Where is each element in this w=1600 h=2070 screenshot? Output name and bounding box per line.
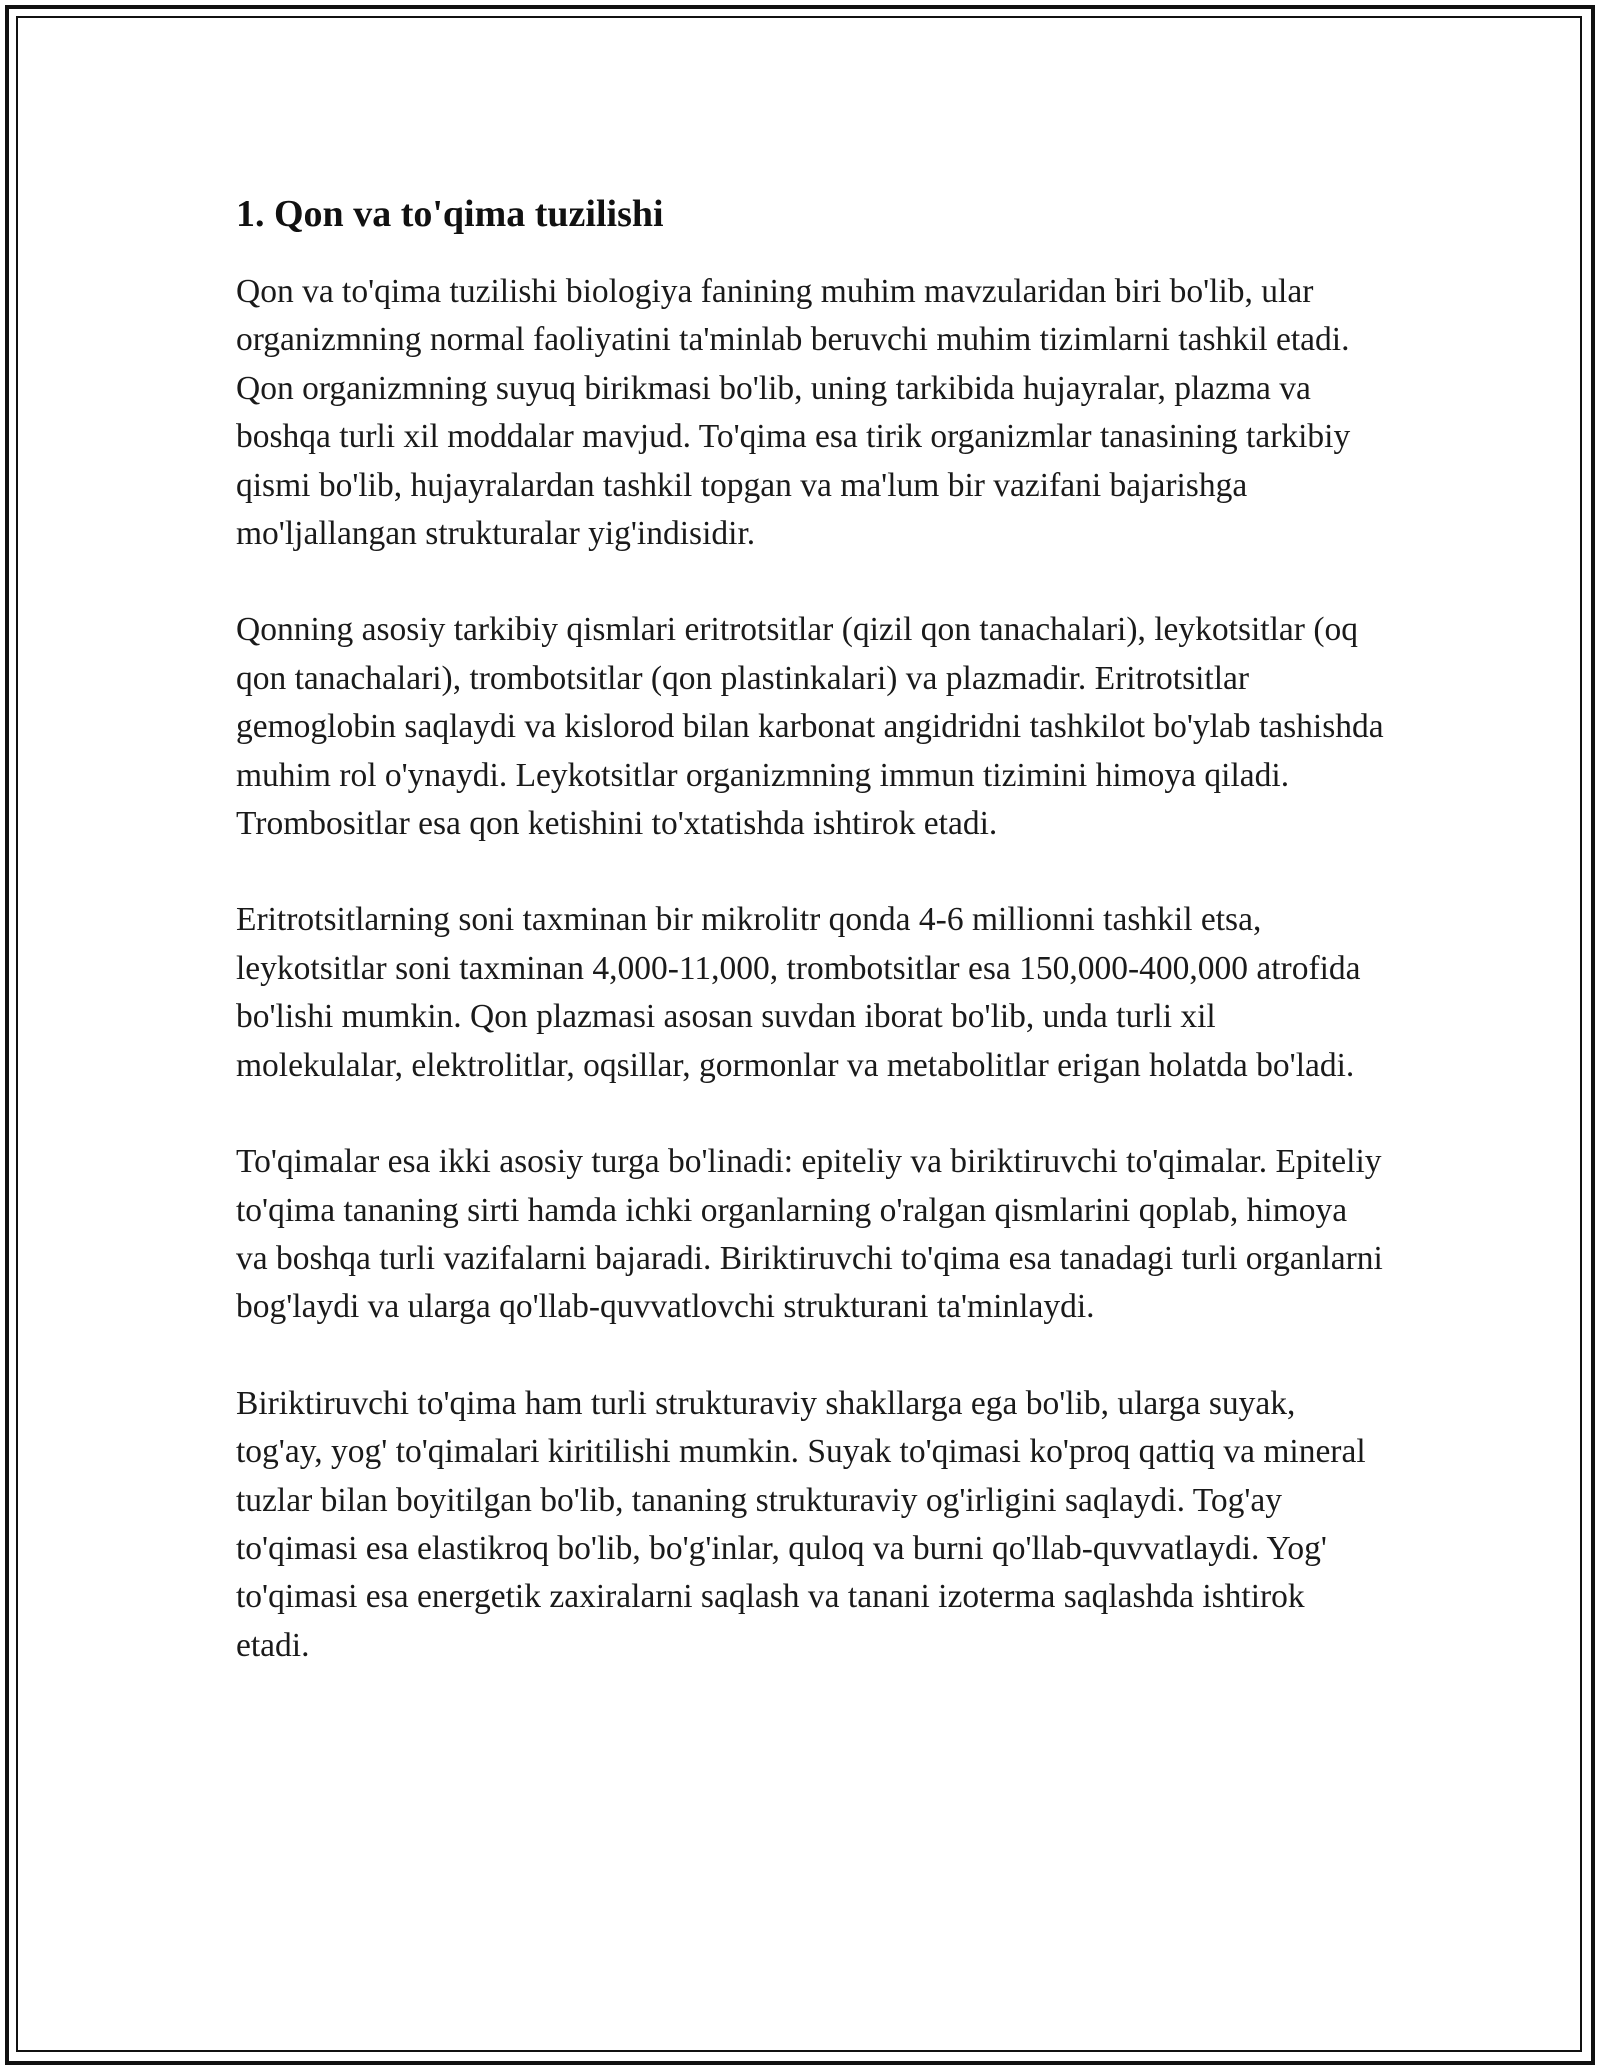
paragraph-tissue-types: To'qimalar esa ikki asosiy turga bo'linadi: epiteliy va biriktiruvchi to'qimalar. Epiteliy to'qima tananing sirti hamda ichki organlarning o'ralgan qismlarini qoplab, himoya va boshqa turli vazifalarni bajaradi. Biriktiruvchi to'qima esa tanadagi turli organlarni bog'laydi va ularga qo'llab-quvvatlovchi strukturani ta'minlaydi.: [236, 1143, 1383, 1326]
document-content: [236, 188, 1386, 1718]
paragraph-blood-cell-counts: Eritrotsitlarning soni taxminan bir mikrolitr qonda 4-6 millionni tashkil etsa, leykotsitlar soni taxminan 4,000-11,000, trombotsitlar esa 150,000-400,000 atrofida bo'lishi mumkin. Qon plazmasi asosan suvdan iborat bo'lib, unda turli xil molekulalar, elektrolitlar, oqsillar, gormonlar va metabolitlar erigan holatda bo'ladi.: [236, 901, 1361, 1084]
paragraph-connective-tissue: Biriktiruvchi to'qima ham turli strukturaviy shakllarga ega bo'lib, ularga suyak, tog'ay, yog' to'qimalari kiritilishi mumkin. Suyak to'qimasi ko'proq qattiq va mineral tuzlar bilan boyitilgan bo'lib, tananing strukturaviy og'irligini saqlaydi. Tog'ay to'qimasi esa elastikroq bo'lib, bo'g'inlar, quloq va burni qo'llab-quvvatlaydi. Yog' to'qimasi esa energetik zaxiralarni saqlash va tanani izoterma saqlashda ishtirok etadi.: [236, 1384, 1366, 1664]
section-heading: 1. Qon va to'qima tuzilishi: [236, 193, 664, 235]
paragraph-blood-and-tissue-intro: Qon va to'qima tuzilishi biologiya fanining muhim mavzularidan biri bo'lib, ular organizmning normal faoliyatini ta'minlab beruvchi muhim tizimlarni tashkil etadi. Qon organizmning suyuq birikmasi bo'lib, uning tarkibida hujayralar, plazma va boshqa turli xil moddalar mavjud. To'qima esa tirik organizmlar tanasining tarkibiy qismi bo'lib, hujayralardan tashkil topgan va ma'lum bir vazifani bajarishga mo'ljallangan strukturalar yig'indisidir.: [236, 273, 1351, 553]
paragraph-blood-components: Qonning asosiy tarkibiy qismlari eritrotsitlar (qizil qon tanachalari), leykotsitlar (oq qon tanachalari), trombotsitlar (qon plastinkalari) va plazmadir. Eritrotsitlar gemoglobin saqlaydi va kislorod bilan karbonat angidridni tashkilot bo'ylab tashishda muhim rol o'ynaydi. Leykotsitlar organizmning immun tizimini himoya qiladi. Trombositlar esa qon ketishini to'xtatishda ishtirok etadi.: [236, 611, 1384, 843]
